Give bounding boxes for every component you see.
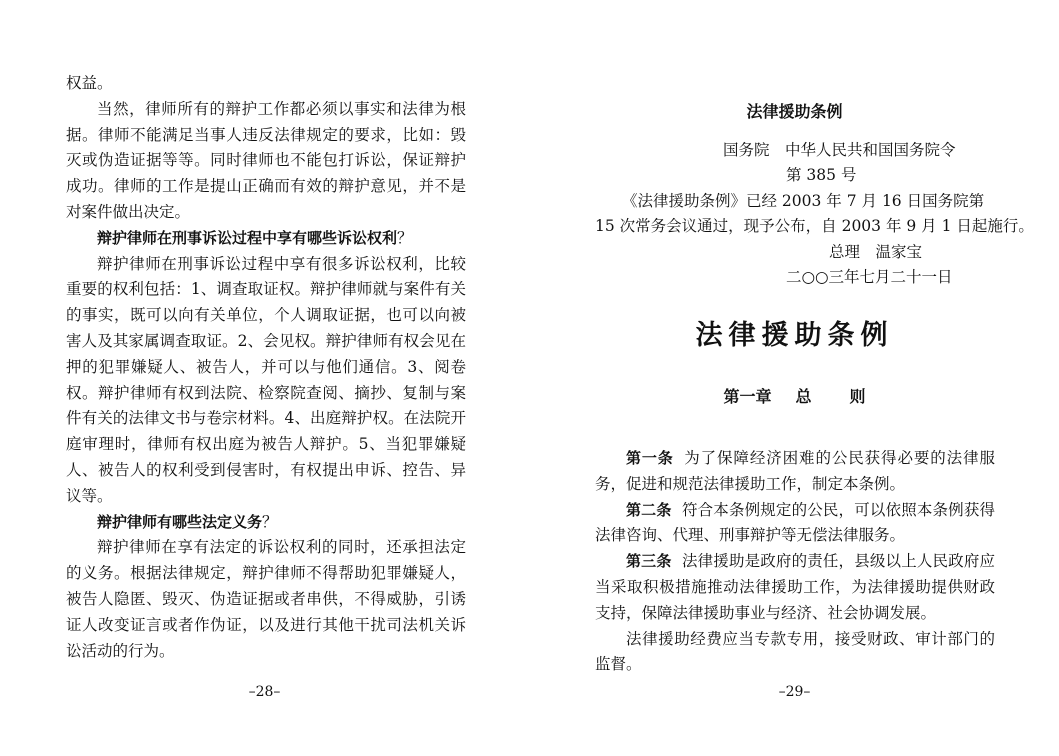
question-mark: ？	[397, 228, 413, 247]
chapter-title-b: 则	[849, 387, 866, 406]
question-mark: ？	[262, 512, 278, 531]
right-page	[530, 0, 1059, 756]
question-heading-duties	[66, 510, 466, 536]
article-1	[595, 446, 995, 498]
preamble-issuer: 国务院 中华人民共和国国务院令	[723, 141, 956, 159]
question-heading-duties-text: 辩护律师有哪些法定义务	[97, 512, 263, 531]
chapter-heading	[530, 384, 1059, 407]
left-page-body	[66, 71, 466, 664]
question-heading-rights-text: 辩护律师在刑事诉讼过程中享有哪些诉讼权利	[97, 228, 398, 247]
article-label: 第一条	[626, 449, 674, 467]
preamble-decree-line-2: 15 次常务会议通过，现予公布，自 2003 年 9 月 1 日起施行。	[595, 217, 1034, 235]
article-label: 第三条	[626, 552, 672, 571]
paragraph-defense-principle: 当然，律师所有的辩护工作都必须以事实和法律为根据。律师不能满足当事人违反法律规定的要求，比如：毁灭或伪造证据等等。同时律师也不能包打诉讼，保证辩护成功。律师的工作是提山正确而有效的辩护意见，并不是对案件做出决定。	[66, 99, 466, 221]
paragraph-duties-answer: 辩护律师在享有法定的诉讼权利的同时，还承担法定的义务。根据法律规定，辩护律师不得帮助犯罪嫌疑人，被告人隐匿、毁灭、伪造证据或者串供，不得威胁，引诱证人改变证言或者作伪证，以及进行其他干扰司法机关诉讼活动的行为。	[66, 538, 466, 660]
article-text: 法律援助是政府的责任，县级以上人民政府应当采取积极措施推动法律援助工作，为法律援助提供财政支持，保障法律援助事业与经济、社会协调发展。	[595, 552, 995, 622]
preamble-signer: 总理 温家宝	[829, 243, 923, 261]
preamble-decree-line-1: 《法律援助条例》已经 2003 年 7 月 16 日国务院第	[622, 192, 985, 210]
left-page	[0, 0, 529, 756]
page-number-right: –29–	[778, 684, 811, 700]
preamble-title: 法律援助条例	[746, 102, 843, 121]
article-3-continued	[595, 627, 995, 679]
article-3	[595, 549, 995, 626]
preamble-order-number: 第 385 号	[786, 166, 857, 184]
paragraph-continuation: 权益。	[66, 74, 113, 92]
regulation-title: 法律援助条例	[695, 320, 894, 351]
article-text: 法律援助经费应当专款专用，接受财政、审计部门的监督。	[595, 629, 995, 674]
chapter-title-a: 总	[795, 387, 812, 406]
chapter-number: 第一章	[723, 387, 772, 406]
paragraph-rights-answer: 辩护律师在刑事诉讼过程中享有很多诉讼权利，比较重要的权利包括：1、调查取证权。辩护律师就与案件有关的事实，既可以向有关单位，个人调取证据，也可以向被害人及其家属调查取证。2、会见权。辩护律师有权会见在押的犯罪嫌疑人、被告人，并可以与他们通信。3、阅卷权。辩护律师有权到法院、检察院查阅、摘抄、复制与案件有关的法律文书与卷宗材料。4、出庭辩护权。在法院开庭审理时，律师有权出庭为被告人辩护。5、当犯罪嫌疑人、被告人的权利受到侵害时，有权提出申诉、控告、异议等。	[66, 254, 466, 505]
question-heading-rights	[66, 226, 466, 252]
article-label: 第二条	[626, 500, 672, 519]
preamble-date: 二○○三年七月二十一日	[786, 268, 953, 286]
article-text: 为了保障经济困难的公民获得必要的法律服务，促进和规范法律援助工作，制定本条例。	[595, 449, 995, 493]
page-number-left: –28–	[248, 684, 281, 700]
articles	[595, 446, 995, 678]
article-2	[595, 498, 995, 550]
article-text: 符合本条例规定的公民，可以依照本条例获得法律咨询、代理、刑事辩护等无偿法律服务。	[595, 500, 995, 545]
